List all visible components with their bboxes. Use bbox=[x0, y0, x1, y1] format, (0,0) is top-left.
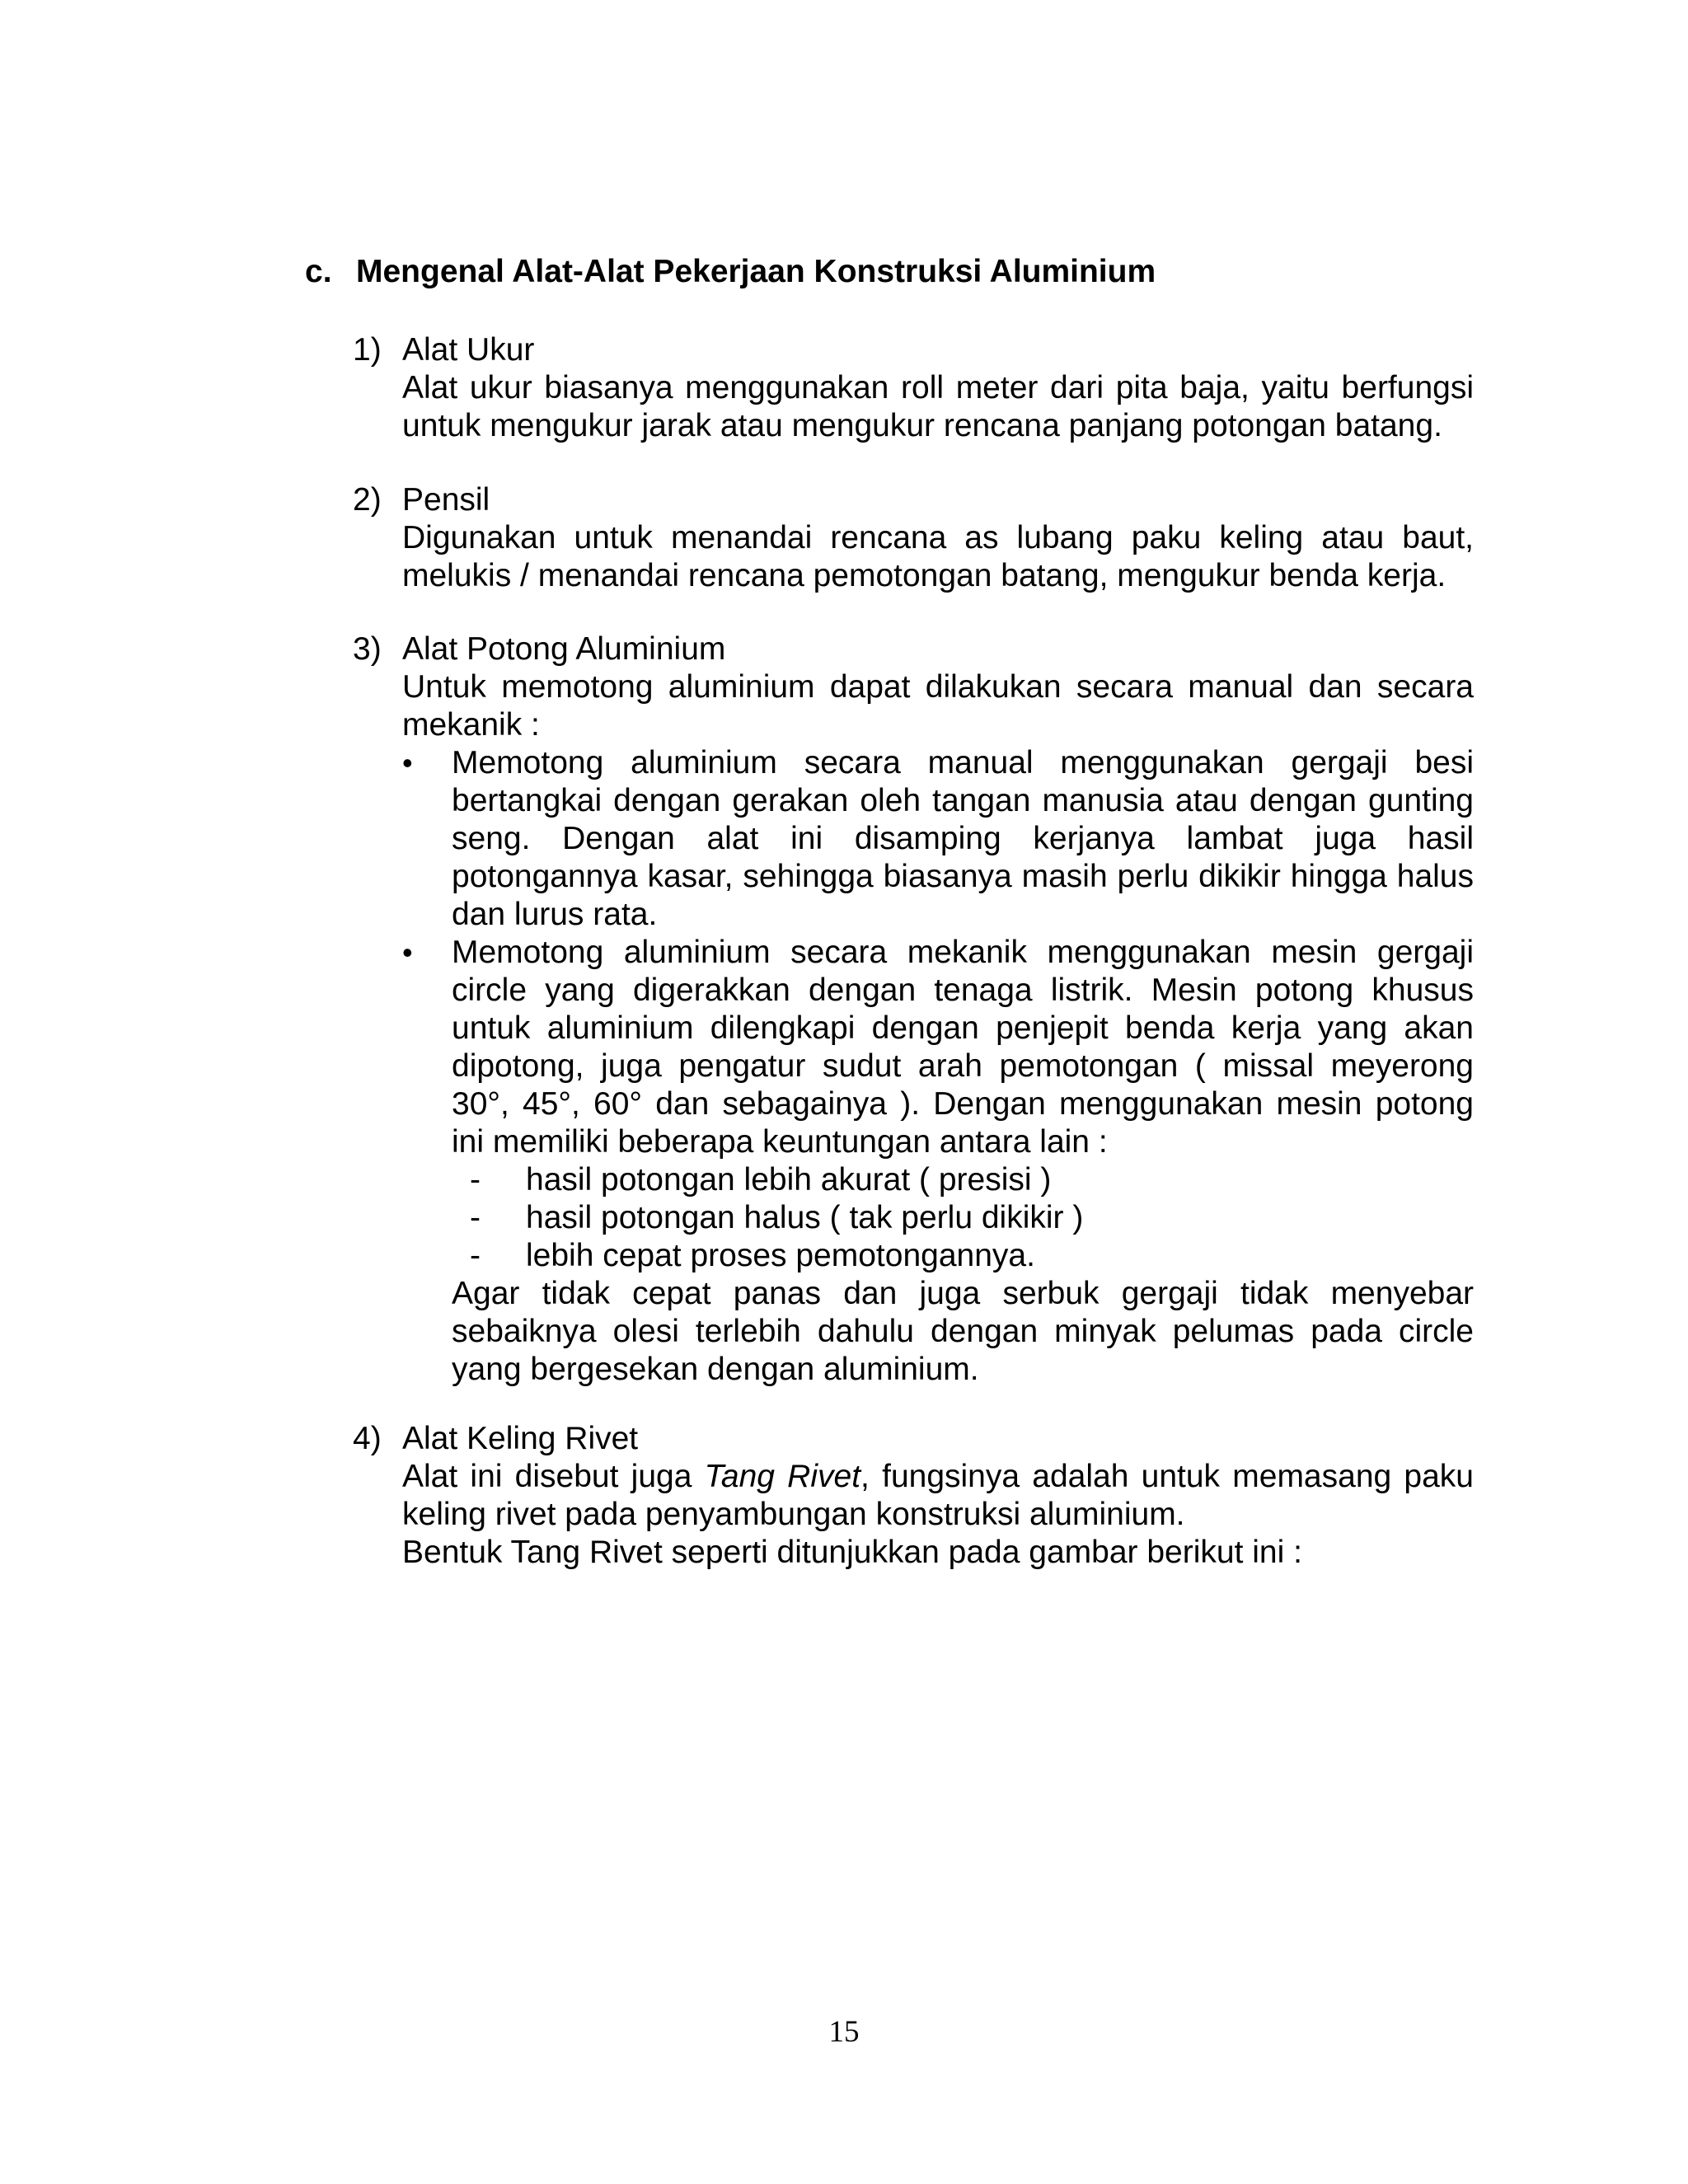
dash-text: lebih cepat proses pemotongannya. bbox=[526, 1238, 1035, 1273]
bullet-text: Memotong aluminium secara mekanik menggunakan mesin gergaji circle yang digerakkan dengan tenaga listrik. Mesin potong khusus untuk aluminium dilengkapi dengan penjepit benda kerja yang akan dipotong, juga pengatur sudut arah pemotongan ( missal meyerong 30°, 45°, 60° dan sebagainya ). Dengan menggunakan mesin potong ini memiliki beberapa keuntungan antara lain : bbox=[452, 935, 1474, 1160]
section-number: 1) bbox=[353, 332, 382, 368]
bullet-icon: • bbox=[402, 746, 413, 780]
section-number: 2) bbox=[353, 482, 382, 518]
section-title-row bbox=[353, 1420, 1474, 1458]
section-paragraph: Digunakan untuk menandai rencana as lubang paku keling atau baut, melukis / menandai rencana pemotongan batang, mengukur benda kerja. bbox=[402, 520, 1474, 593]
bullet-text: Memotong aluminium secara manual menggunakan gergaji besi bertangkai dengan gerakan oleh tangan manusia atau dengan gunting seng. Dengan alat ini disamping kerjanya lambat juga hasil potongannya kasar, sehingga biasanya masih perlu dikikir hingga halus dan lurus rata. bbox=[452, 745, 1474, 932]
section-title: Pensil bbox=[402, 482, 490, 518]
section-pensil bbox=[353, 481, 1474, 595]
bullet-icon: • bbox=[402, 935, 413, 969]
paragraph-italic-term: Tang Rivet bbox=[704, 1459, 861, 1494]
section-number: 3) bbox=[353, 631, 382, 667]
section-title: Alat Keling Rivet bbox=[402, 1421, 639, 1456]
section-paragraph: Untuk memotong aluminium dapat dilakukan secara manual dan secara mekanik : bbox=[402, 669, 1474, 743]
page-number: 15 bbox=[828, 2015, 860, 2049]
dash-icon: - bbox=[470, 1200, 481, 1235]
section-title: Alat Ukur bbox=[402, 332, 535, 368]
dash-icon: - bbox=[470, 1238, 481, 1273]
heading-title: Mengenal Alat-Alat Pekerjaan Konstruksi Aluminium bbox=[356, 254, 1156, 289]
bullet-closing-text: Agar tidak cepat panas dan juga serbuk gergaji tidak menyebar sebaiknya olesi terlebih dahulu dengan minyak pelumas pada circle yang bergesekan dengan aluminium. bbox=[452, 1276, 1474, 1387]
section-paragraph-2: Bentuk Tang Rivet seperti ditunjukkan pada gambar berikut ini : bbox=[402, 1535, 1302, 1570]
dash-item bbox=[452, 1237, 1474, 1275]
section-title: Alat Potong Aluminium bbox=[402, 631, 726, 667]
dash-item bbox=[452, 1161, 1474, 1199]
section-title-row bbox=[353, 331, 1474, 369]
paragraph-text-before: Alat ini disebut juga bbox=[402, 1459, 705, 1494]
section-paragraph: Alat ukur biasanya menggunakan roll meter dari pita baja, yaitu berfungsi untuk mengukur jarak atau mengukur rencana panjang potongan batang. bbox=[402, 370, 1474, 443]
section-number: 4) bbox=[353, 1421, 382, 1456]
heading-letter: c. bbox=[305, 254, 332, 289]
section-heading bbox=[305, 252, 1475, 292]
bullet-item bbox=[402, 744, 1474, 934]
section-alat-ukur bbox=[353, 331, 1474, 445]
dash-icon: - bbox=[470, 1162, 481, 1197]
dash-item bbox=[452, 1199, 1474, 1237]
section-alat-keling bbox=[353, 1420, 1474, 1572]
paragraph-text-after: , fungsinya adalah untuk memasang paku keling rivet pada penyambungan konstruksi aluminium. bbox=[402, 1459, 1474, 1532]
section-title-row bbox=[353, 481, 1474, 519]
bullet-item bbox=[402, 934, 1474, 1389]
dash-text: hasil potongan halus ( tak perlu dikikir ) bbox=[526, 1200, 1084, 1235]
section-alat-potong bbox=[353, 630, 1474, 1389]
section-paragraph bbox=[402, 1458, 1474, 1534]
section-title-row bbox=[353, 630, 1474, 668]
bullet-content bbox=[452, 934, 1474, 1389]
dash-text: hasil potongan lebih akurat ( presisi ) bbox=[526, 1162, 1052, 1197]
